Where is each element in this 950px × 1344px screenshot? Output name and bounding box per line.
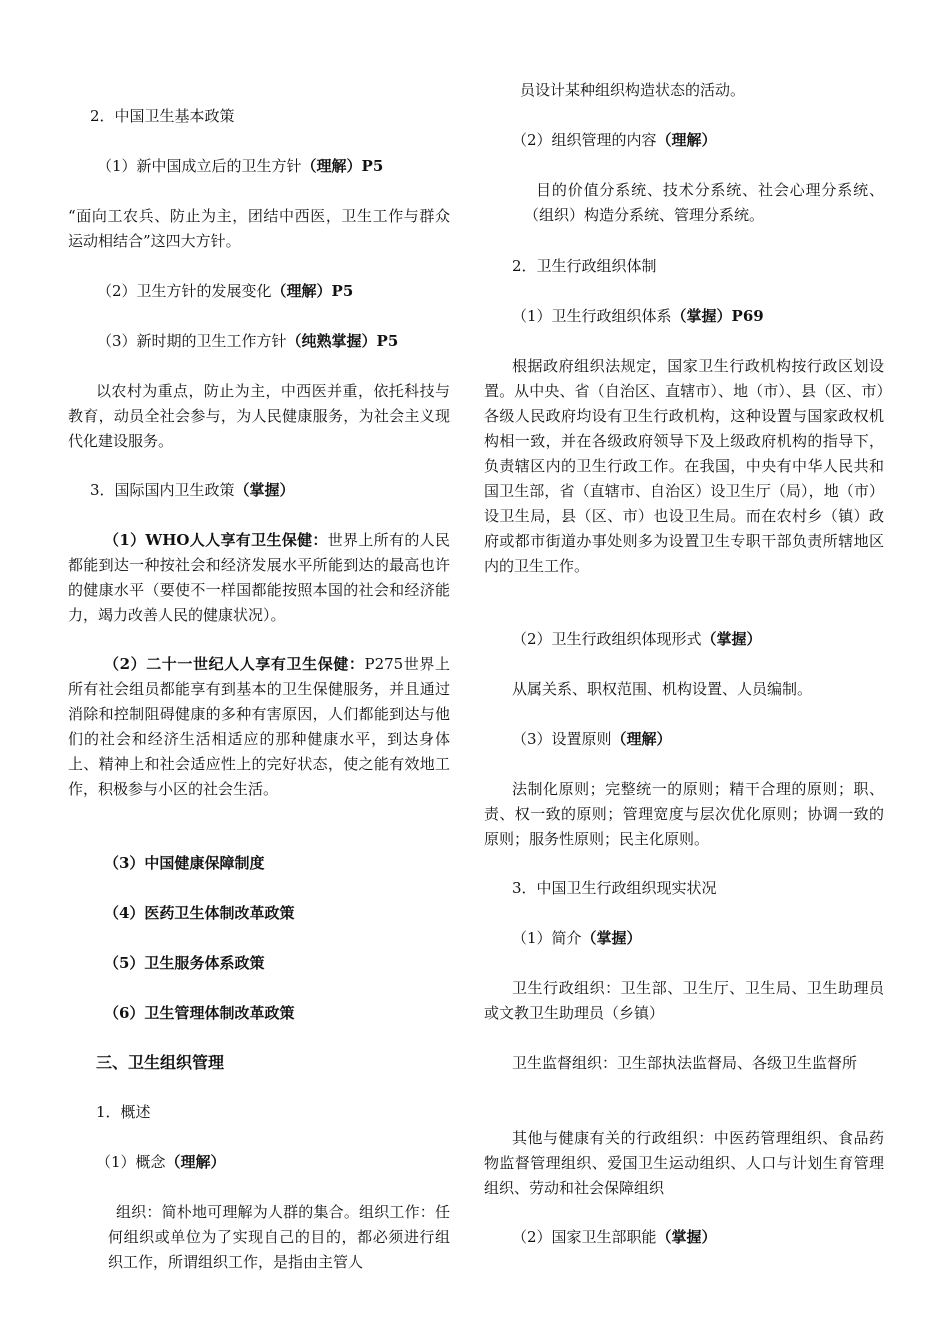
item-3-6-heading: （6）卫生管理体制改革政策	[104, 1004, 295, 1022]
subsection-3-heading: 3．中国卫生行政组织现实状况	[512, 879, 717, 897]
item-2-1-body: “面向工农兵、防止为主，团结中西医，卫生工作与群众运动相结合”这四大方针。	[68, 207, 450, 250]
item-2-3-heading: （3）新时期的卫生工作方针（纯熟掌握）P5	[97, 332, 399, 350]
item-3-1-paragraph: （1）WHO人人享有卫生保健：世界上所有的人民都能到达一种按社会和经济发展水平所能到达的最高也许的健康水平（要使不一样国都能按照本国的社会和经济能力，竭力改善人民的健康状况）。	[68, 531, 450, 624]
item-2-2-heading: （2）卫生方针的发展变化（理解）P5	[97, 282, 354, 300]
section-2-heading: 2．中国卫生基本政策	[90, 107, 235, 125]
item-3-3-heading: （3）中国健康保障制度	[104, 854, 265, 872]
item-3-1-right-heading: （1）简介（掌握）	[512, 929, 642, 947]
item-3-5-heading: （5）卫生服务体系政策	[104, 954, 265, 972]
item-1-1-body: 组织：简朴地可理解为人群的集合。组织工作：任何组织或单位为了实现自己的目的，都必须进行组织工作，所谓组织工作，是指由主管人	[108, 1203, 450, 1271]
item-1-2-heading: （2）组织管理的内容（理解）	[512, 131, 717, 149]
item-2-3-right-body: 法制化原则；完整统一的原则；精干合理的原则；职、责、权一致的原则；管理宽度与层次优化原则；协调一致的原则；服务性原则；民主化原则。	[484, 780, 884, 848]
item-2-2-right-heading: （2）卫生行政组织体现形式（掌握）	[512, 630, 762, 648]
part-3-heading: 三、卫生组织管理	[96, 1053, 225, 1072]
item-3-2-right-heading: （2）国家卫生部职能（掌握）	[512, 1228, 717, 1246]
continued-text: 员设计某种组织构造状态的活动。	[520, 81, 746, 99]
overview-heading: 1．概述	[96, 1103, 151, 1121]
subsection-2-heading: 2．卫生行政组织体制	[512, 257, 657, 275]
item-2-2-right-body: 从属关系、职权范围、机构设置、人员编制。	[512, 680, 813, 698]
other-health-orgs-text: 其他与健康有关的行政组织：中医药管理组织、食品药物监督管理组织、爱国卫生运动组织、人口与计划生育管理组织、劳动和社会保障组织	[484, 1129, 884, 1197]
item-2-3-right-heading: （3）设置原则（理解）	[512, 730, 672, 748]
item-2-3-body: 以农村为重点，防止为主，中西医并重，依托科技与教育，动员全社会参与，为人民健康服务，为社会主义现代化建设服务。	[68, 382, 450, 450]
item-2-1-right-body: 根据政府组织法规定，国家卫生行政机构按行政区划设置。从中央、省（自治区、直辖市）、地（市）、县（区、市）各级人民政府均设有卫生行政机构，这种设置与国家政权机构相一致，并在各级政府领导下及上级政府机构的指导下，负责辖区内的卫生行政工作。在我国，中央有中华人民共和国卫生部，省（直辖市、自治区）设卫生厅（局），地（市）设卫生局，县（区、市）也设卫生局。而在农村乡（镇）政府或都市街道办事处则多为设置卫生专职干部负责所辖地区内的卫生工作。	[484, 357, 884, 575]
item-1-1-heading: （1）概念（理解）	[96, 1153, 226, 1171]
section-3-heading: 3．国际国内卫生政策（掌握）	[90, 481, 295, 499]
item-2-1-right-heading: （1）卫生行政组织体系（掌握）P69	[512, 307, 764, 325]
item-2-1-heading: （1）新中国成立后的卫生方针（理解）P5	[97, 157, 384, 175]
health-supervision-orgs-text: 卫生监督组织：卫生部执法监督局、各级卫生监督所	[512, 1054, 858, 1072]
health-admin-orgs-text: 卫生行政组织：卫生部、卫生厅、卫生局、卫生助理员或文教卫生助理员（乡镇）	[484, 979, 884, 1022]
item-3-2-paragraph: （2）二十一世纪人人享有卫生保健：P275世界上所有社会组员都能享有到基本的卫生保健服务，并且通过消除和控制阻碍健康的多种有害原因，人们都能到达与他们的社会和经济生活相适应的那种健康水平，到达身体上、精神上和社会适应性上的完好状态，使之能有效地工作，积极参与小区的社会生活。	[68, 655, 450, 798]
item-1-2-body: 目的价值分系统、技术分系统、社会心理分系统、（组织）构造分系统、管理分系统。	[524, 181, 884, 224]
item-3-4-heading: （4）医药卫生体制改革政策	[104, 904, 295, 922]
